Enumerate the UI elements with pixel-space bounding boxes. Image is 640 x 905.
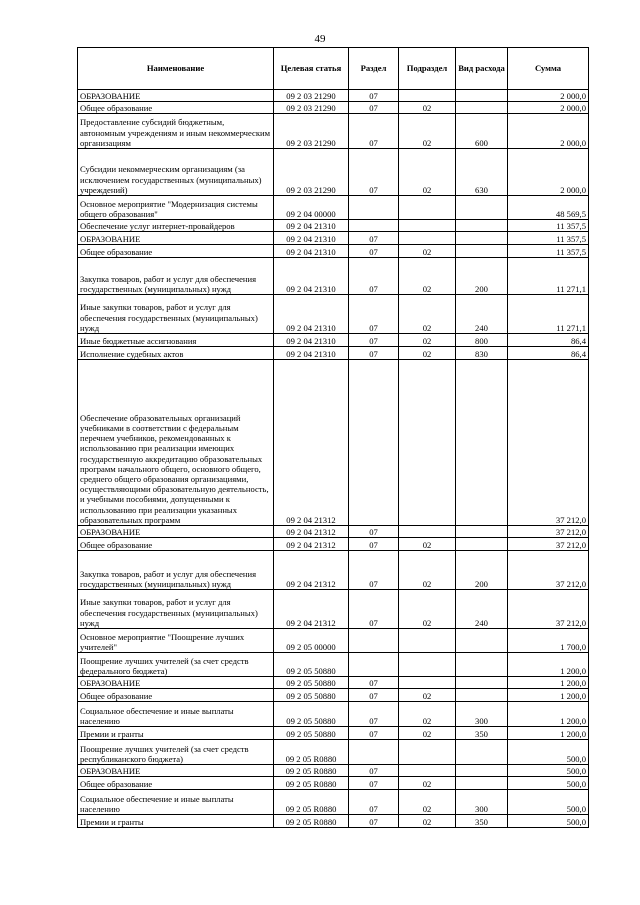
row-sum: 11 357,5: [508, 232, 589, 245]
row-name: Общее образование: [78, 102, 274, 114]
row-expense-type: [456, 90, 508, 102]
table-row: [78, 347, 589, 360]
row-expense-type: [456, 689, 508, 702]
row-section: 07: [349, 149, 399, 196]
row-expense-type: [456, 245, 508, 258]
table-header-row: [78, 48, 589, 90]
row-section: 07: [349, 689, 399, 702]
row-expense-type: [456, 677, 508, 689]
row-expense-type: [456, 538, 508, 551]
row-expense-type: 630: [456, 149, 508, 196]
row-section: [349, 740, 399, 765]
row-expense-type: 300: [456, 790, 508, 815]
page-number: 49: [314, 33, 326, 45]
row-expense-type: [456, 526, 508, 538]
row-name: ОБРАЗОВАНИЕ: [78, 765, 274, 777]
row-subsection: 02: [399, 347, 456, 360]
row-subsection: 02: [399, 114, 456, 149]
row-subsection: 02: [399, 689, 456, 702]
row-sum: 500,0: [508, 777, 589, 790]
row-sum: 11 357,5: [508, 220, 589, 232]
table-row: [78, 590, 589, 629]
row-expense-type: 800: [456, 334, 508, 347]
table-row: [78, 102, 589, 114]
column-header-expense-type: Вид расхода: [456, 48, 508, 90]
row-subsection: 02: [399, 295, 456, 334]
table-row: [78, 526, 589, 538]
table-row: [78, 220, 589, 232]
row-expense-type: 600: [456, 114, 508, 149]
row-name: Предоставление субсидий бюджетным, автономным учреждениям и иным некоммерческим организациям: [78, 114, 274, 149]
row-target-article: 09 2 03 21290: [274, 149, 349, 196]
row-subsection: 02: [399, 790, 456, 815]
row-section: 07: [349, 777, 399, 790]
column-header-sum: Сумма: [508, 48, 589, 90]
row-expense-type: [456, 777, 508, 790]
row-section: 07: [349, 245, 399, 258]
row-expense-type: 350: [456, 727, 508, 740]
column-header-subsection: Подраздел: [399, 48, 456, 90]
table-row: [78, 245, 589, 258]
row-target-article: 09 2 05 50880: [274, 702, 349, 727]
row-name: ОБРАЗОВАНИЕ: [78, 526, 274, 538]
row-target-article: 09 2 04 21310: [274, 232, 349, 245]
row-name: Субсидии некоммерческим организациям (за исключением государственных (муниципальных) учреждений): [78, 149, 274, 196]
row-sum: 2 000,0: [508, 102, 589, 114]
row-expense-type: [456, 220, 508, 232]
row-subsection: [399, 740, 456, 765]
row-target-article: 09 2 05 R0880: [274, 790, 349, 815]
row-name: Основное мероприятие "Поощрение лучших учителей": [78, 629, 274, 653]
row-section: 07: [349, 347, 399, 360]
row-sum: 86,4: [508, 334, 589, 347]
column-header-article: Целевая статья: [274, 48, 349, 90]
row-target-article: 09 2 03 21290: [274, 102, 349, 114]
row-name: Социальное обеспечение и иные выплаты населению: [78, 790, 274, 815]
table-row: [78, 538, 589, 551]
row-name: Общее образование: [78, 245, 274, 258]
row-name: Обеспечение услуг интернет-провайдеров: [78, 220, 274, 232]
row-target-article: 09 2 05 50880: [274, 727, 349, 740]
table-body: [78, 90, 589, 828]
table-row: [78, 702, 589, 727]
row-expense-type: 830: [456, 347, 508, 360]
row-name: Обеспечение образовательных организаций учебниками в соответствии с федеральным перечнем учебников, рекомендованных к использованию при реализации имеющих государственную аккредитацию образовательных программ начального общего, основного общего, среднего общего образования организациями, осуществляющими образовательную деятельность, и учебными пособиями, допущенными к использованию при реализации указанных образовательных программ: [78, 360, 274, 526]
table-row: [78, 295, 589, 334]
table-row: [78, 740, 589, 765]
row-sum: 1 200,0: [508, 689, 589, 702]
row-target-article: 09 2 04 21312: [274, 538, 349, 551]
table-row: [78, 815, 589, 828]
row-target-article: 09 2 05 50880: [274, 689, 349, 702]
row-target-article: 09 2 03 21290: [274, 90, 349, 102]
row-sum: 37 212,0: [508, 526, 589, 538]
row-sum: 86,4: [508, 347, 589, 360]
row-expense-type: 240: [456, 590, 508, 629]
row-expense-type: 200: [456, 258, 508, 295]
row-name: Премии и гранты: [78, 815, 274, 828]
row-sum: 2 000,0: [508, 90, 589, 102]
row-name: ОБРАЗОВАНИЕ: [78, 232, 274, 245]
row-expense-type: 350: [456, 815, 508, 828]
row-target-article: 09 2 04 21310: [274, 347, 349, 360]
row-subsection: [399, 765, 456, 777]
row-sum: 500,0: [508, 790, 589, 815]
row-target-article: 09 2 04 21310: [274, 258, 349, 295]
row-section: 07: [349, 102, 399, 114]
row-name: Общее образование: [78, 777, 274, 790]
row-sum: 37 212,0: [508, 590, 589, 629]
row-target-article: 09 2 05 50880: [274, 653, 349, 677]
row-sum: 1 200,0: [508, 702, 589, 727]
row-section: 07: [349, 677, 399, 689]
row-expense-type: 200: [456, 551, 508, 590]
row-target-article: 09 2 04 21312: [274, 551, 349, 590]
row-section: 07: [349, 334, 399, 347]
row-subsection: [399, 90, 456, 102]
row-sum: 500,0: [508, 765, 589, 777]
row-expense-type: [456, 196, 508, 220]
row-sum: 37 212,0: [508, 551, 589, 590]
row-target-article: 09 2 05 00000: [274, 629, 349, 653]
row-subsection: 02: [399, 245, 456, 258]
row-subsection: 02: [399, 551, 456, 590]
row-name: Премии и гранты: [78, 727, 274, 740]
row-sum: 11 357,5: [508, 245, 589, 258]
table-row: [78, 90, 589, 102]
row-expense-type: [456, 232, 508, 245]
table-row: [78, 689, 589, 702]
row-section: 07: [349, 258, 399, 295]
row-name: Общее образование: [78, 538, 274, 551]
row-name: Иные закупки товаров, работ и услуг для обеспечения государственных (муниципальных) нужд: [78, 590, 274, 629]
table-row: [78, 334, 589, 347]
row-subsection: 02: [399, 727, 456, 740]
row-sum: 2 000,0: [508, 114, 589, 149]
row-sum: 500,0: [508, 815, 589, 828]
row-target-article: 09 2 04 21310: [274, 245, 349, 258]
row-sum: 1 700,0: [508, 629, 589, 653]
row-expense-type: [456, 102, 508, 114]
table-row: [78, 790, 589, 815]
row-target-article: 09 2 04 21310: [274, 295, 349, 334]
row-expense-type: [456, 653, 508, 677]
row-subsection: [399, 360, 456, 526]
row-subsection: 02: [399, 334, 456, 347]
row-section: 07: [349, 114, 399, 149]
row-section: 07: [349, 295, 399, 334]
row-expense-type: 240: [456, 295, 508, 334]
row-subsection: [399, 232, 456, 245]
row-sum: 37 212,0: [508, 538, 589, 551]
table-row: [78, 196, 589, 220]
row-subsection: [399, 677, 456, 689]
row-expense-type: [456, 629, 508, 653]
column-header-name: Наименование: [78, 48, 274, 90]
row-section: 07: [349, 526, 399, 538]
row-name: Исполнение судебных актов: [78, 347, 274, 360]
row-section: [349, 629, 399, 653]
table-row: [78, 258, 589, 295]
column-header-section: Раздел: [349, 48, 399, 90]
row-sum: 48 569,5: [508, 196, 589, 220]
row-expense-type: [456, 360, 508, 526]
table-row: [78, 149, 589, 196]
table-row: [78, 360, 589, 526]
row-sum: 11 271,1: [508, 258, 589, 295]
row-sum: 1 200,0: [508, 677, 589, 689]
row-section: [349, 220, 399, 232]
row-name: Основное мероприятие "Модернизация системы общего образования": [78, 196, 274, 220]
row-target-article: 09 2 05 R0880: [274, 777, 349, 790]
row-subsection: 02: [399, 538, 456, 551]
row-section: 07: [349, 232, 399, 245]
row-name: Закупка товаров, работ и услуг для обеспечения государственных (муниципальных) нужд: [78, 551, 274, 590]
row-target-article: 09 2 04 21310: [274, 220, 349, 232]
row-section: [349, 360, 399, 526]
table-row: [78, 114, 589, 149]
row-subsection: [399, 629, 456, 653]
row-section: 07: [349, 551, 399, 590]
table-row: [78, 653, 589, 677]
row-target-article: 09 2 04 00000: [274, 196, 349, 220]
row-name: ОБРАЗОВАНИЕ: [78, 90, 274, 102]
row-target-article: 09 2 04 21312: [274, 590, 349, 629]
row-target-article: 09 2 04 21310: [274, 334, 349, 347]
row-target-article: 09 2 04 21312: [274, 360, 349, 526]
table-row: [78, 677, 589, 689]
row-name: Поощрение лучших учителей (за счет средств республиканского бюджета): [78, 740, 274, 765]
table-row: [78, 765, 589, 777]
row-section: 07: [349, 702, 399, 727]
row-section: 07: [349, 590, 399, 629]
row-section: [349, 196, 399, 220]
table-row: [78, 232, 589, 245]
row-subsection: [399, 526, 456, 538]
row-subsection: 02: [399, 777, 456, 790]
row-subsection: [399, 220, 456, 232]
row-expense-type: 300: [456, 702, 508, 727]
row-name: Иные закупки товаров, работ и услуг для обеспечения государственных (муниципальных) нужд: [78, 295, 274, 334]
row-section: [349, 653, 399, 677]
row-sum: 500,0: [508, 740, 589, 765]
row-section: 07: [349, 815, 399, 828]
row-name: Иные бюджетные ассигнования: [78, 334, 274, 347]
row-subsection: [399, 653, 456, 677]
row-target-article: 09 2 04 21312: [274, 526, 349, 538]
table-row: [78, 777, 589, 790]
row-target-article: 09 2 03 21290: [274, 114, 349, 149]
table-row: [78, 727, 589, 740]
row-name: Поощрение лучших учителей (за счет средств федерального бюджета): [78, 653, 274, 677]
row-subsection: 02: [399, 258, 456, 295]
row-subsection: 02: [399, 815, 456, 828]
row-name: Общее образование: [78, 689, 274, 702]
row-target-article: 09 2 05 R0880: [274, 815, 349, 828]
row-subsection: 02: [399, 149, 456, 196]
row-sum: 37 212,0: [508, 360, 589, 526]
row-section: 07: [349, 90, 399, 102]
row-section: 07: [349, 727, 399, 740]
row-sum: 11 271,1: [508, 295, 589, 334]
row-sum: 1 200,0: [508, 727, 589, 740]
row-name: Закупка товаров, работ и услуг для обеспечения государственных (муниципальных) нужд: [78, 258, 274, 295]
row-sum: 1 200,0: [508, 653, 589, 677]
budget-table: [77, 47, 589, 828]
row-subsection: 02: [399, 702, 456, 727]
row-section: 07: [349, 790, 399, 815]
row-subsection: [399, 196, 456, 220]
row-subsection: 02: [399, 102, 456, 114]
row-section: 07: [349, 538, 399, 551]
row-name: ОБРАЗОВАНИЕ: [78, 677, 274, 689]
row-sum: 2 000,0: [508, 149, 589, 196]
row-target-article: 09 2 05 R0880: [274, 765, 349, 777]
table-row: [78, 551, 589, 590]
row-section: 07: [349, 765, 399, 777]
row-target-article: 09 2 05 R0880: [274, 740, 349, 765]
row-subsection: 02: [399, 590, 456, 629]
row-name: Социальное обеспечение и иные выплаты населению: [78, 702, 274, 727]
table-row: [78, 629, 589, 653]
row-target-article: 09 2 05 50880: [274, 677, 349, 689]
row-expense-type: [456, 765, 508, 777]
row-expense-type: [456, 740, 508, 765]
